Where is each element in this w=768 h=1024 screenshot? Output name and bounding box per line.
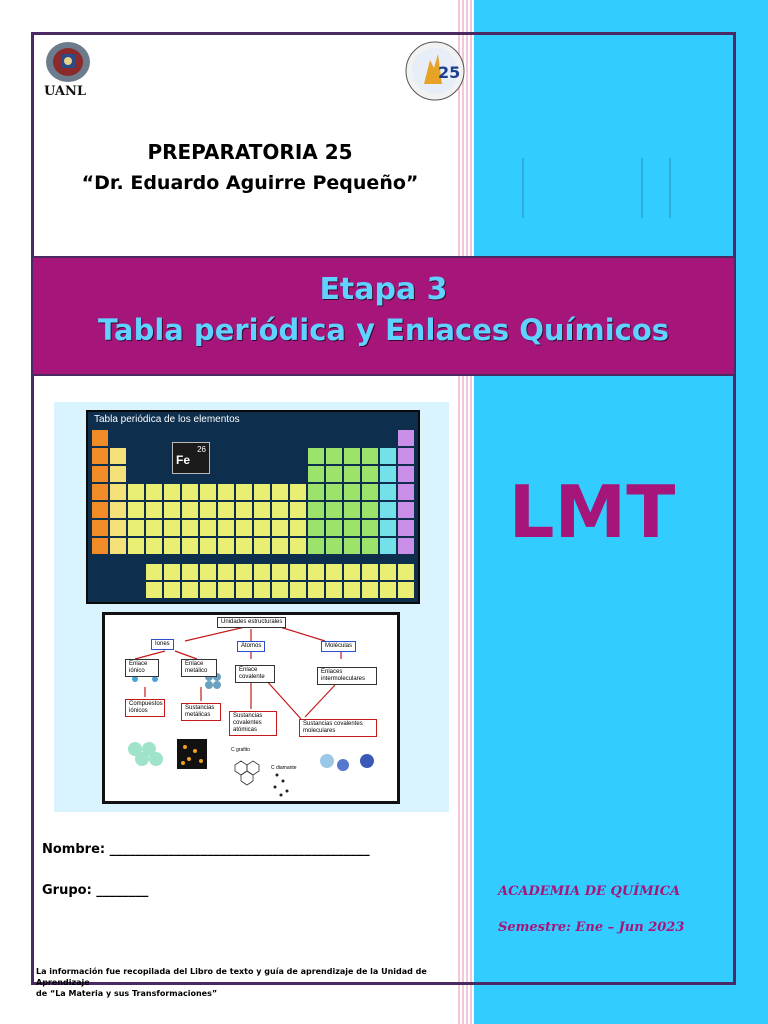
element-cell [362,564,378,580]
element-cell [308,582,324,598]
element-cell [272,502,288,518]
element-cell [182,538,198,554]
semester-label: Semestre: Ene – Jun 2023 [498,920,685,935]
school-block [40,140,460,194]
element-cell [272,484,288,500]
school-subtitle: “Dr. Eduardo Aguirre Pequeño” [81,172,419,194]
node-molecular-covalent: Sustancias covalentes moleculares [299,719,377,737]
element-cell [398,484,414,500]
element-cell [290,520,306,536]
stage-title: Etapa 3 [319,272,448,307]
element-cell [254,484,270,500]
element-cell [380,466,396,482]
element-cell [200,582,216,598]
element-cell [290,502,306,518]
element-cell [182,582,198,598]
element-cell [110,502,126,518]
element-cell [326,538,342,554]
element-cell [128,484,144,500]
element-cell [182,484,198,500]
element-cell [218,538,234,554]
element-cell [254,520,270,536]
element-cell [272,520,288,536]
element-cell [200,564,216,580]
school-name: PREPARATORIA 25 [147,140,353,164]
element-cell [254,502,270,518]
element-cell [380,448,396,464]
element-cell [290,484,306,500]
element-cell [110,538,126,554]
element-cell [326,582,342,598]
element-cell [380,564,396,580]
element-cell [362,582,378,598]
element-cell [308,484,324,500]
uanl-label: UANL [44,84,87,99]
element-cell [398,538,414,554]
footer-note [36,966,476,999]
element-cell [308,564,324,580]
element-cell [218,582,234,598]
element-cell [254,582,270,598]
element-cell [398,582,414,598]
element-cell [344,448,360,464]
element-cell [164,484,180,500]
element-cell [218,484,234,500]
node-intermolecular: Enlaces intermoleculares [317,667,377,685]
periodic-table-image [86,410,420,604]
element-cell [290,538,306,554]
node-ionic-compounds: Compuestos iónicos [125,699,165,717]
node-molecules: Moléculas [321,641,356,652]
element-cell [380,520,396,536]
element-cell [272,582,288,598]
element-cell [146,520,162,536]
node-ions: Iones [151,639,174,650]
element-cell [308,502,324,518]
element-cell [362,466,378,482]
element-cell [164,520,180,536]
illustration-area [54,402,449,812]
element-cell [92,538,108,554]
element-cell [236,520,252,536]
node-root: Unidades estructurales [217,617,286,628]
footer-line-1: La información fue recopilada del Libro de texto y guía de aprendizaje de la Unidad de Aprendizaje [36,967,427,987]
element-cell [272,538,288,554]
element-cell [344,520,360,536]
element-cell [398,520,414,536]
element-cell [398,466,414,482]
element-cell [92,502,108,518]
element-cell [236,502,252,518]
element-cell [326,448,342,464]
element-cell [146,484,162,500]
element-cell [308,520,324,536]
element-cell [380,538,396,554]
element-cell [128,502,144,518]
academy-label: ACADEMIA DE QUÍMICA [498,884,681,899]
element-cell [200,538,216,554]
element-cell [362,502,378,518]
element-cell [326,502,342,518]
element-cell [182,564,198,580]
element-cell [344,582,360,598]
element-cell [362,538,378,554]
uanl-logo [40,40,98,102]
element-cell [308,466,324,482]
element-cell [398,448,414,464]
label-graphite: C grafito [231,747,250,753]
element-cell [200,520,216,536]
element-cell [92,466,108,482]
group-row [42,883,148,898]
element-cell [218,564,234,580]
element-cell [254,564,270,580]
element-cell [164,538,180,554]
element-cell [254,538,270,554]
node-atomic-covalent: Sustancias covalentes atómicas [229,711,277,736]
element-cell [128,520,144,536]
element-cell [398,564,414,580]
group-label: Grupo: [42,883,92,898]
name-label: Nombre: [42,842,106,857]
element-cell [164,564,180,580]
node-atoms: Átomos [237,641,265,652]
node-metallic: Enlace metálico [181,659,217,677]
element-cell [92,520,108,536]
featured-number: 26 [197,445,206,454]
element-cell [380,484,396,500]
element-cell [182,520,198,536]
periodic-table-title: Tabla periódica de los elementos [94,414,240,425]
element-cell [92,430,108,446]
bonds-diagram [102,612,400,804]
element-cell [146,538,162,554]
node-covalent: Enlace covalente [235,665,275,683]
svg-text:25: 25 [438,63,461,82]
element-cell [308,448,324,464]
element-cell [380,502,396,518]
element-cell [344,484,360,500]
prepa25-logo [404,40,466,102]
element-cell [326,564,342,580]
element-cell [362,520,378,536]
element-cell [326,466,342,482]
element-cell [200,484,216,500]
lmt-code: LMT [508,470,676,554]
element-cell [236,564,252,580]
element-cell [218,520,234,536]
element-cell [326,484,342,500]
element-cell [290,582,306,598]
element-cell [200,502,216,518]
element-cell [128,538,144,554]
topic-title: Tabla periódica y Enlaces Químicos [97,313,670,347]
element-cell [92,484,108,500]
element-cell [92,448,108,464]
node-metallic-substances: Sustancias metálicas [181,703,221,721]
element-cell [398,502,414,518]
element-cell [146,564,162,580]
element-cell [380,582,396,598]
element-cell [182,502,198,518]
decorative-lines [522,158,672,218]
featured-symbol: Fe [176,453,191,467]
element-cell [272,564,288,580]
featured-element [172,442,210,474]
element-cell [236,484,252,500]
element-cell [236,582,252,598]
footer-line-2: de “La Materia y sus Transformaciones” [36,989,218,998]
element-cell [146,502,162,518]
title-banner [33,256,734,376]
node-ionic: Enlace iónico [125,659,159,677]
element-cell [146,582,162,598]
element-cell [110,466,126,482]
element-cell [164,582,180,598]
label-diamond: C diamante [271,765,297,771]
element-cell [110,448,126,464]
element-cell [362,448,378,464]
element-cell [290,564,306,580]
element-cell [344,564,360,580]
element-cell [344,466,360,482]
element-cell [326,520,342,536]
name-row [42,842,370,857]
group-line[interactable]: ________ [96,883,149,898]
name-line[interactable]: ________________________________________ [109,842,370,857]
element-cell [164,502,180,518]
element-cell [110,484,126,500]
element-cell [398,430,414,446]
element-cell [308,538,324,554]
element-cell [344,502,360,518]
element-cell [236,538,252,554]
element-cell [218,502,234,518]
element-cell [344,538,360,554]
element-cell [110,520,126,536]
element-cell [362,484,378,500]
